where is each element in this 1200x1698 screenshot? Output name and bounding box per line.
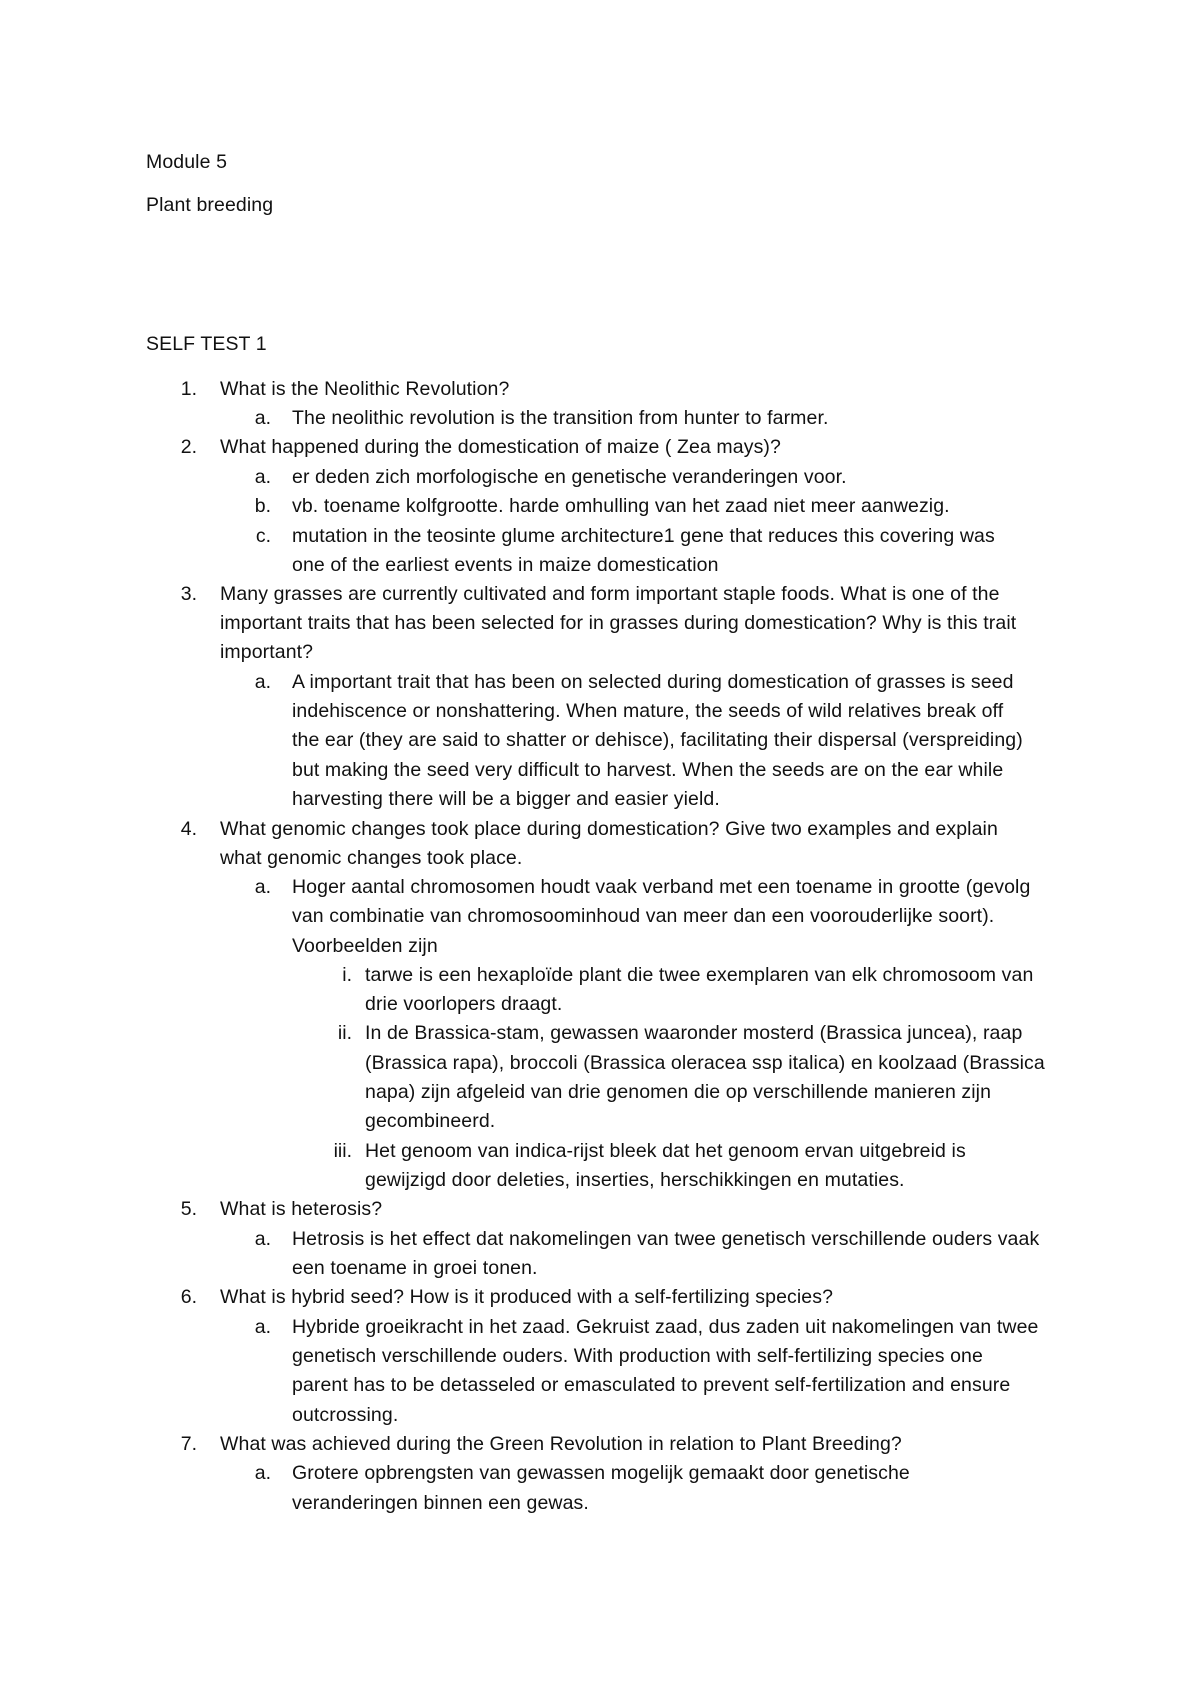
answer-marker: a. [254, 1316, 271, 1338]
answer-text: the ear (they are said to shatter or dehisce), facilitating their dispersal (verspreiding) [292, 729, 1023, 751]
answer-text: indehiscence or nonshattering. When mature, the seeds of wild relatives break off [292, 700, 1004, 722]
answer-marker: c. [255, 525, 271, 547]
question-number: 4. [180, 818, 197, 840]
answer-marker: a. [254, 407, 271, 429]
question-number: 5. [180, 1198, 197, 1220]
subject-title: Plant breeding [146, 194, 274, 216]
answer-text: Voorbeelden zijn [292, 935, 438, 957]
question-text: What is hybrid seed? How is it produced with a self-fertilizing species? [220, 1286, 834, 1308]
answer-text: veranderingen binnen een gewas. [292, 1492, 589, 1514]
answer-text: Grotere opbrengsten van gewassen mogelijk gemaakt door genetische [292, 1462, 910, 1484]
answer-text: een toename in groei tonen. [292, 1257, 538, 1279]
question-number: 3. [180, 583, 197, 605]
subanswer-text: Het genoom van indica-rijst bleek dat het genoom ervan uitgebreid is [365, 1140, 966, 1162]
subanswer-text: gewijzigd door deleties, inserties, herschikkingen en mutaties. [365, 1169, 905, 1191]
answer-text: Hybride groeikracht in het zaad. Gekruist zaad, dus zaden uit nakomelingen van twee [292, 1316, 1039, 1338]
answer-text: genetisch verschillende ouders. With production with self-fertilizing species one [292, 1345, 983, 1367]
question-number: 2. [180, 436, 197, 458]
subanswer-text: (Brassica rapa), broccoli (Brassica oleracea ssp italica) en koolzaad (Brassica [365, 1052, 1045, 1074]
answer-text: Hoger aantal chromosomen houdt vaak verband met een toename in grootte (gevolg [292, 876, 1031, 898]
answer-text: van combinatie van chromosoominhoud van meer dan een voorouderlijke soort). [292, 905, 995, 927]
answer-text: er deden zich morfologische en genetische veranderingen voor. [292, 466, 847, 488]
answer-marker: a. [254, 876, 271, 898]
question-text: Many grasses are currently cultivated and form important staple foods. What is one of the [220, 583, 1000, 605]
section-heading: SELF TEST 1 [146, 333, 267, 355]
subanswer-marker: i. [342, 964, 352, 986]
answer-text: parent has to be detasseled or emasculated to prevent self-fertilization and ensure [292, 1374, 1011, 1396]
question-text: important traits that has been selected for in grasses during domestication? Why is this trait [220, 612, 1017, 634]
module-title: Module 5 [146, 151, 228, 173]
answer-marker: b. [254, 495, 271, 517]
answer-text: outcrossing. [292, 1404, 399, 1426]
answer-text: mutation in the teosinte glume architecture1 gene that reduces this covering was [292, 525, 995, 547]
answer-text: A important trait that has been on selected during domestication of grasses is seed [292, 671, 1014, 693]
question-text: What is heterosis? [220, 1198, 383, 1220]
answer-text: vb. toename kolfgrootte. harde omhulling van het zaad niet meer aanwezig. [292, 495, 950, 517]
question-text: What happened during the domestication of maize ( Zea mays)? [220, 436, 781, 458]
question-text: important? [220, 641, 314, 663]
question-text: What was achieved during the Green Revolution in relation to Plant Breeding? [220, 1433, 902, 1455]
answer-marker: a. [254, 671, 271, 693]
answer-marker: a. [254, 1228, 271, 1250]
subanswer-marker: iii. [333, 1140, 352, 1162]
subanswer-text: napa) zijn afgeleid van drie genomen die op verschillende manieren zijn [365, 1081, 992, 1103]
subanswer-marker: ii. [337, 1022, 352, 1044]
subanswer-text: tarwe is een hexaploïde plant die twee exemplaren van elk chromosoom van [365, 964, 1034, 986]
answer-text: Hetrosis is het effect dat nakomelingen van twee genetisch verschillende ouders vaak [292, 1228, 1040, 1250]
answer-text: The neolithic revolution is the transition from hunter to farmer. [292, 407, 829, 429]
answer-marker: a. [254, 466, 271, 488]
question-text: What is the Neolithic Revolution? [220, 378, 510, 400]
answer-text: one of the earliest events in maize domestication [292, 554, 719, 576]
question-text: what genomic changes took place. [220, 847, 523, 869]
question-number: 7. [180, 1433, 197, 1455]
question-number: 1. [180, 378, 197, 400]
subanswer-text: In de Brassica-stam, gewassen waaronder mosterd (Brassica juncea), raap [365, 1022, 1023, 1044]
answer-text: but making the seed very difficult to harvest. When the seeds are on the ear while [292, 759, 1004, 781]
question-text: What genomic changes took place during domestication? Give two examples and explain [220, 818, 998, 840]
question-number: 6. [180, 1286, 197, 1308]
subanswer-text: drie voorlopers draagt. [365, 993, 563, 1015]
answer-text: harvesting there will be a bigger and easier yield. [292, 788, 720, 810]
answer-marker: a. [254, 1462, 271, 1484]
subanswer-text: gecombineerd. [365, 1110, 496, 1132]
